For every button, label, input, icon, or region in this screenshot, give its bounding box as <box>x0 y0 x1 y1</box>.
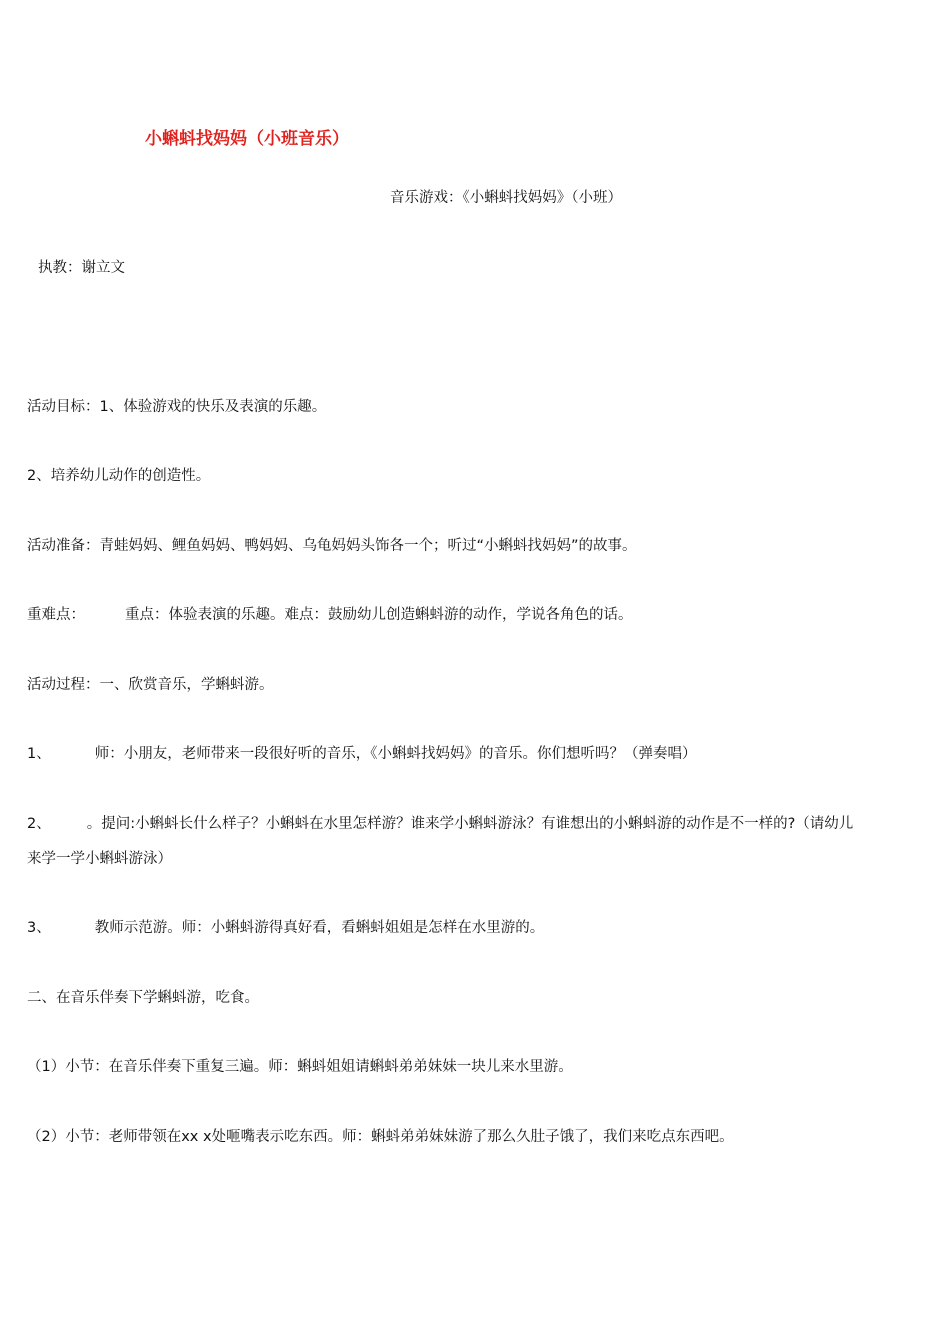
part-2-heading: 二、在音乐伴奏下学蝌蚪游，吃食。 <box>27 990 259 1006</box>
step-1 <box>27 743 696 765</box>
goal-1: 活动目标：1、体验游戏的快乐及表演的乐趣。 <box>27 399 327 415</box>
step-2-number: 2、 <box>27 816 51 832</box>
key-points-label: 重难点： <box>27 607 85 623</box>
step-1-text: 师：小朋友，老师带来一段很好听的音乐，《小蝌蚪找妈妈》的音乐。你们想听吗？（弹奏唱） <box>94 746 697 762</box>
subtitle: 音乐游戏：《小蝌蚪找妈妈》（小班） <box>390 190 622 206</box>
section-1: （1）小节：在音乐伴奏下重复三遍。师：蝌蚪姐姐请蝌蚪弟弟妹妹一块儿来水里游。 <box>27 1059 573 1075</box>
step-3-text: 教师示范游。师：小蝌蚪游得真好看，看蝌蚪姐姐是怎样在水里游的。 <box>94 920 545 936</box>
goal-2: 2、培养幼儿动作的创造性。 <box>27 468 211 484</box>
key-points <box>27 604 633 626</box>
step-3 <box>27 917 544 939</box>
step-2-continuation: 来学一学小蝌蚪游泳） <box>27 851 172 867</box>
section-2: （2）小节：老师带领在xx x处咂嘴表示吃东西。师：蝌蚪弟弟妹妹游了那么久肚子饿了，我们来吃点东西吧。 <box>27 1129 734 1145</box>
document-title: 小蝌蚪找妈妈（小班音乐） <box>145 129 349 149</box>
step-1-number: 1、 <box>27 746 51 762</box>
key-points-text: 重点：体验表演的乐趣。难点：鼓励幼儿创造蝌蚪游的动作，学说各角色的话。 <box>125 607 633 623</box>
step-3-number: 3、 <box>27 920 51 936</box>
step-2-text: 。提问:小蝌蚪长什么样子？小蝌蚪在水里怎样游？谁来学小蝌蚪游泳？有谁想出的小蝌蚪游的动作是不一样的?（请幼儿 <box>86 816 854 832</box>
preparation: 活动准备：青蛙妈妈、鲤鱼妈妈、鸭妈妈、乌龟妈妈头饰各一个；听过“小蝌蚪找妈妈”的故事。 <box>27 538 637 554</box>
process-heading: 活动过程：一、欣赏音乐，学蝌蚪游。 <box>27 677 274 693</box>
teacher-line: 执教：谢立文 <box>38 260 125 276</box>
step-2 <box>27 813 853 835</box>
